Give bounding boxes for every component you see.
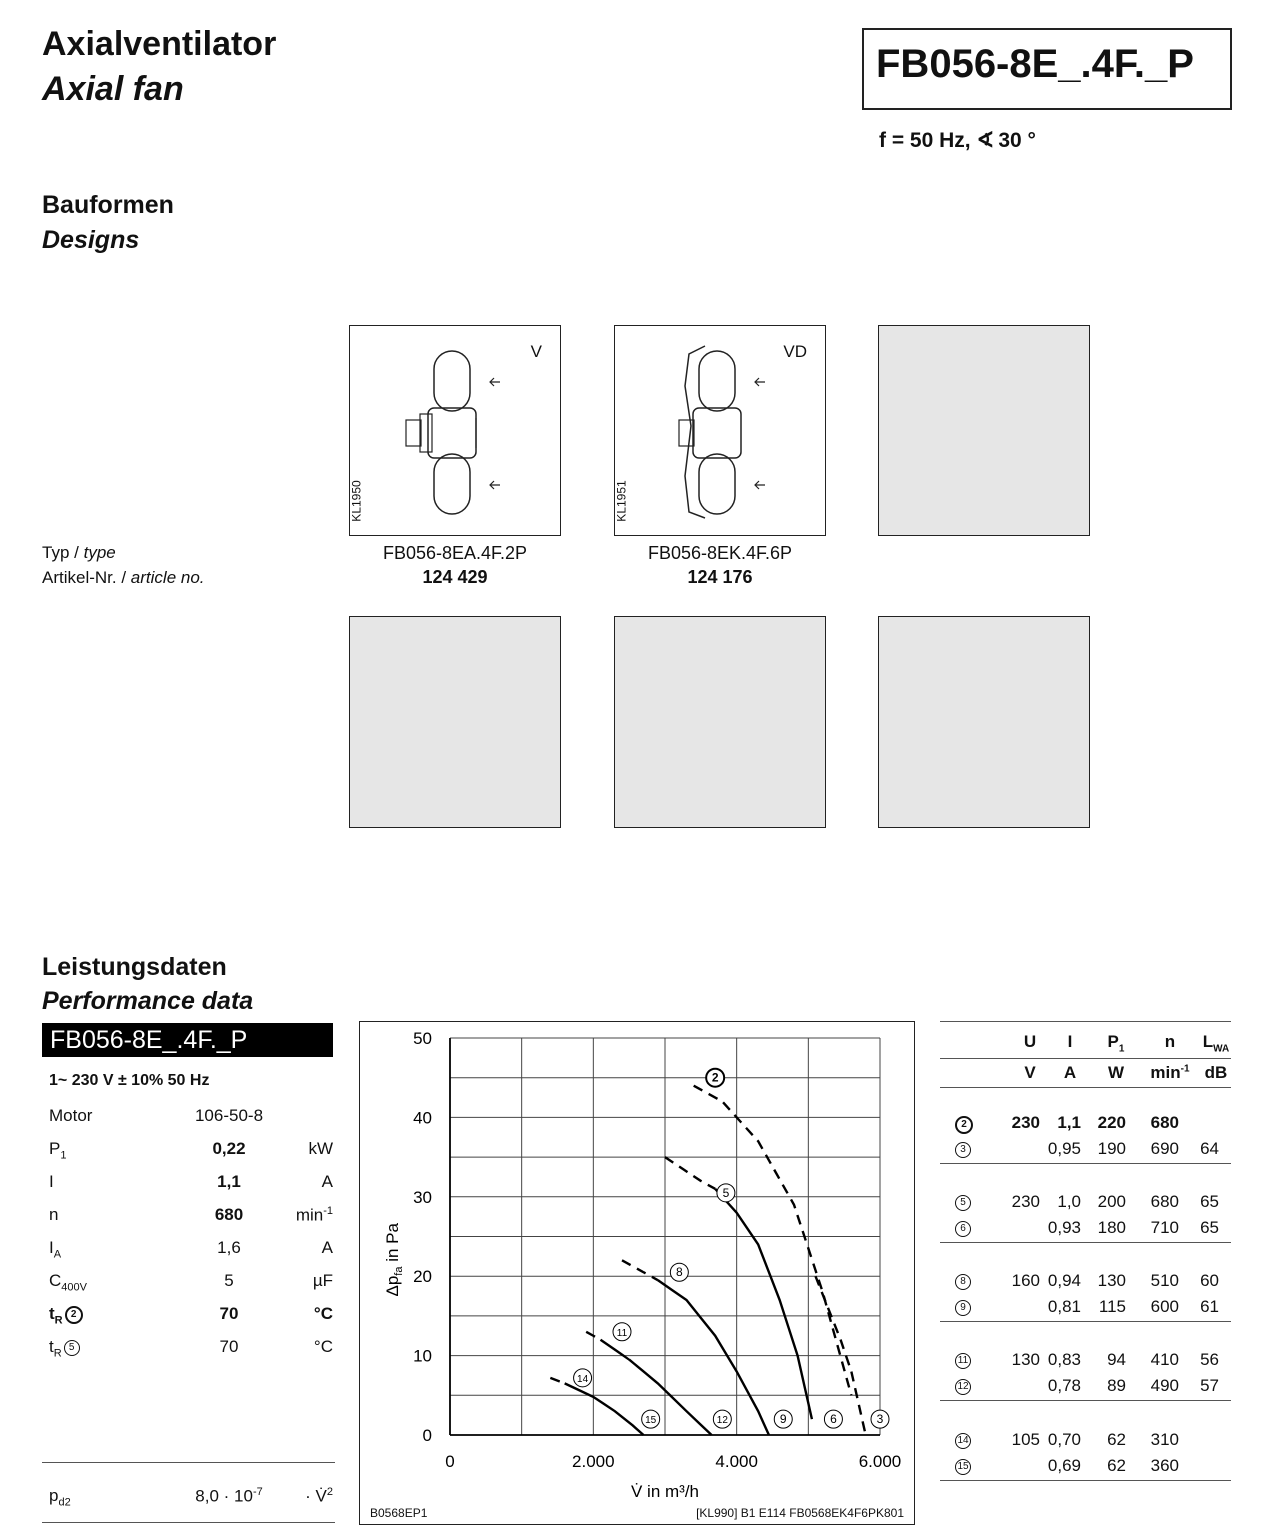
table-row (0, 1430, 1269, 1452)
table-row (0, 1271, 1269, 1293)
spec-row (49, 1238, 333, 1262)
table-cell: 0,94 (1047, 1271, 1081, 1290)
pd2-exponent: -7 (252, 1486, 263, 1498)
supply-line: 1~ 230 V ± 10% 50 Hz (49, 1072, 210, 1089)
table-cell: 130 (1097, 1271, 1126, 1290)
article-label-de: Artikel-Nr. / (42, 568, 127, 587)
design-v-drawing (349, 325, 561, 536)
table-row (0, 1456, 1269, 1478)
designs-heading-en: Designs (42, 226, 140, 254)
table-cell: 60 (1200, 1271, 1219, 1290)
table-cell: 0,70 (1047, 1430, 1081, 1449)
table-header-cell: U (1023, 1032, 1037, 1051)
designs-heading-de: Bauformen (42, 191, 174, 219)
spec-value: 1,6 (217, 1238, 241, 1257)
divider (940, 1021, 1231, 1022)
table-cell: 0,83 (1047, 1350, 1081, 1369)
spec-label-sub: 400V (61, 1281, 87, 1294)
spec-value: 70 (219, 1337, 239, 1356)
table-units-row (0, 1063, 1269, 1085)
design-code: VD (783, 342, 807, 361)
table-header-cell: n (1164, 1032, 1176, 1051)
operating-point-marker: 11 (955, 1353, 971, 1369)
article-label (42, 568, 205, 588)
empty-design-slot (614, 616, 826, 828)
x-tick-label: 0 (445, 1452, 455, 1471)
pd2-value (179, 1486, 279, 1507)
spec-value: 1,1 (217, 1172, 241, 1191)
spec-unit: °C (313, 1304, 333, 1323)
table-header-cell: I (1067, 1032, 1073, 1051)
pd2-subscript: d2 (58, 1496, 71, 1509)
curve-label-text: 14 (577, 1373, 589, 1385)
divider (940, 1058, 1231, 1059)
curve-label (871, 1410, 889, 1428)
angle-icon: ∢ (976, 129, 995, 152)
operating-point-marker: 9 (955, 1300, 971, 1316)
curve-label-text: 3 (876, 1412, 884, 1427)
table-cell: 180 (1097, 1218, 1126, 1237)
y-tick-label: 10 (413, 1346, 432, 1366)
table-row (0, 1113, 1269, 1135)
table-cell: 61 (1200, 1297, 1219, 1316)
table-cell: 0,95 (1047, 1139, 1081, 1158)
table-cell: 310 (1150, 1430, 1179, 1449)
table-cell: 1,0 (1057, 1192, 1081, 1211)
operating-point-marker: 3 (955, 1142, 971, 1158)
spec-label: $t_R2$ (49, 1304, 83, 1326)
table-header-cell: $L_{WA}$ (1202, 1032, 1230, 1055)
empty-design-slot (878, 325, 1090, 536)
spec-label: Motor (49, 1106, 93, 1125)
table-header-cell: A (1063, 1063, 1077, 1082)
curve-label (824, 1410, 842, 1428)
table-cell: 230 (1011, 1192, 1040, 1211)
spec-label: $P_1$ (49, 1139, 67, 1162)
divider (940, 1087, 1231, 1088)
drawing-ref: KL1951 (614, 480, 629, 522)
table-cell: 680 (1150, 1192, 1179, 1211)
y-tick-label: 20 (413, 1267, 432, 1287)
table-cell: 0,81 (1047, 1297, 1081, 1316)
title-de: Axialventilator (42, 25, 277, 63)
x-tick-label: 2.000 (572, 1452, 615, 1471)
curve-label-text: 15 (645, 1415, 657, 1427)
performance-heading-en: Performance data (42, 987, 254, 1015)
table-cell: 0,78 (1047, 1376, 1081, 1395)
table-row (0, 1192, 1269, 1214)
table-cell: 410 (1150, 1350, 1179, 1369)
table-row (0, 1297, 1269, 1319)
circle-marker: 2 (65, 1306, 83, 1324)
model-title: FB056-8E_.4F._P (876, 42, 1194, 86)
operating-point-marker: 5 (955, 1195, 971, 1211)
y-tick-label: 30 (413, 1187, 432, 1207)
table-cell: 690 (1150, 1139, 1179, 1158)
fan-vd-icon (615, 326, 827, 537)
table-cell: 65 (1200, 1218, 1219, 1237)
table-row (0, 1139, 1269, 1161)
table-cell: 65 (1200, 1192, 1219, 1211)
pd2-unit-text: · V̇ (305, 1486, 327, 1506)
table-row (0, 1373, 1269, 1398)
table-header-sub: 1 (1118, 1043, 1125, 1055)
curve-label-text: 11 (616, 1327, 628, 1339)
divider (940, 1480, 1231, 1481)
y-axis-label-sub: fa (393, 1266, 405, 1276)
fan-v-icon (350, 326, 562, 537)
table-header-row (0, 1032, 1269, 1054)
spec-unit: A (321, 1172, 333, 1191)
type-label-en: type (83, 543, 116, 562)
spec-unit: A (321, 1238, 333, 1257)
table-cell: 220 (1097, 1113, 1126, 1132)
curve-label-text: 5 (722, 1185, 730, 1200)
frequency-line (879, 128, 1036, 153)
model-box (862, 28, 1232, 110)
design-type: FB056-8EK.4F.6P (647, 543, 793, 563)
pd2-row (49, 1486, 333, 1510)
table-header-cell: $P_1$ (1107, 1032, 1125, 1055)
table-header-sup: -1 (1180, 1063, 1190, 1075)
operating-point-marker: 15 (955, 1459, 971, 1475)
divider (42, 1522, 335, 1523)
table-cell: 510 (1150, 1271, 1179, 1290)
spec-value: 680 (214, 1205, 244, 1224)
table-header-cell: $\min^{-1}$ (1150, 1063, 1190, 1082)
table-cell: 0,69 (1047, 1456, 1081, 1475)
spec-value: 106-50-8 (194, 1106, 264, 1125)
table-cell: 680 (1150, 1113, 1179, 1132)
table-cell: 115 (1098, 1297, 1126, 1316)
table-cell: 94 (1107, 1350, 1126, 1369)
table-cell: 1,1 (1057, 1113, 1081, 1132)
table-cell: 56 (1200, 1350, 1219, 1369)
table-cell: 200 (1097, 1192, 1126, 1211)
design-type: FB056-8EA.4F.2P (382, 543, 528, 563)
y-tick-label: 40 (413, 1108, 432, 1128)
pd2-mantissa: 8,0 · 10 (195, 1486, 253, 1506)
curve-5 (665, 1157, 715, 1189)
table-header-sub: WA (1213, 1043, 1230, 1055)
y-axis-label-main: Δp (383, 1275, 402, 1297)
table-cell: 105 (1011, 1430, 1040, 1449)
type-label-de: Typ / (42, 543, 79, 562)
spec-label: n (49, 1205, 59, 1224)
table-cell: 600 (1150, 1297, 1179, 1316)
empty-design-slot (349, 616, 561, 828)
operating-point-marker: 2 (955, 1116, 973, 1134)
table-header-cell: V (1024, 1063, 1036, 1082)
title-en: Axial fan (42, 70, 184, 108)
x-axis-label: V̇ in m³/h (630, 1482, 700, 1501)
model-banner: FB056-8E_.4F._P (42, 1023, 333, 1057)
curve-label (613, 1323, 631, 1341)
pd2-unit-exponent: 2 (326, 1486, 333, 1498)
curve-label-text: 8 (675, 1265, 683, 1280)
table-cell: 89 (1107, 1376, 1126, 1395)
divider (940, 1400, 1231, 1401)
spec-label-sub: A (53, 1248, 62, 1261)
curve-label-text: 12 (716, 1415, 728, 1427)
divider (940, 1242, 1231, 1243)
spec-label-sub: R (54, 1314, 63, 1327)
table-cell: 57 (1200, 1376, 1219, 1395)
table-header-cell: W (1107, 1063, 1125, 1082)
article-label-en: article no. (130, 568, 205, 587)
operating-point-marker: 8 (955, 1274, 971, 1290)
curve-label (774, 1410, 792, 1428)
divider (940, 1321, 1231, 1322)
table-cell: 160 (1011, 1271, 1040, 1290)
curve-label-text: 6 (830, 1412, 837, 1427)
spec-label: I (49, 1172, 54, 1191)
pd2-unit (305, 1486, 333, 1507)
spec-unit: kW (308, 1139, 333, 1158)
curve-label (713, 1410, 731, 1428)
circle-marker: 5 (64, 1340, 80, 1356)
operating-point-marker: 12 (955, 1379, 971, 1395)
table-cell: 130 (1011, 1350, 1040, 1369)
pd2-symbol: p (49, 1486, 59, 1505)
curve-label (642, 1410, 660, 1428)
spec-label-sub: 1 (60, 1149, 67, 1162)
spec-unit: µF (312, 1271, 333, 1290)
spec-unit: °C (313, 1337, 333, 1356)
empty-design-slot (878, 616, 1090, 828)
table-cell: 64 (1200, 1139, 1219, 1158)
type-label (42, 543, 116, 563)
frequency-text: f = 50 Hz, (879, 129, 971, 152)
drawing-ref: KL1950 (349, 480, 364, 522)
table-cell: 230 (1011, 1113, 1040, 1132)
spec-label: $C_{400V}$ (49, 1271, 87, 1294)
design-code: V (530, 342, 542, 361)
curve-label-text: 9 (779, 1412, 787, 1427)
table-cell: 190 (1097, 1139, 1126, 1158)
design-article: 124 429 (422, 567, 488, 587)
curve-label-text: 2 (711, 1070, 719, 1085)
chart-ref-left: B0568EP1 (370, 1506, 428, 1520)
design-vd-drawing (614, 325, 826, 536)
operating-point-marker: 6 (955, 1221, 971, 1237)
table-cell: 0,93 (1047, 1218, 1081, 1237)
operating-point-marker: 14 (955, 1433, 971, 1449)
spec-unit-sup: -1 (323, 1205, 333, 1217)
spec-value: 5 (224, 1271, 234, 1290)
table-cell: 490 (1150, 1376, 1179, 1395)
performance-heading-de: Leistungsdaten (42, 953, 227, 981)
x-tick-label: 6.000 (858, 1452, 902, 1471)
design-article: 124 176 (687, 567, 753, 587)
pd2-label (49, 1486, 71, 1508)
table-cell: 710 (1150, 1218, 1179, 1237)
x-tick-label: 4.000 (715, 1452, 758, 1471)
spec-value: 70 (219, 1304, 239, 1323)
table-cell: 62 (1107, 1456, 1126, 1475)
table-cell: 62 (1107, 1430, 1126, 1449)
table-row (0, 1350, 1269, 1372)
y-axis-label-unit: in Pa (383, 1223, 402, 1267)
table-row (0, 1218, 1269, 1240)
spec-label: $I_A$ (49, 1238, 62, 1261)
angle-text: 30 ° (998, 129, 1036, 152)
table-cell: 360 (1150, 1456, 1179, 1475)
table-header-cell: dB (1204, 1063, 1228, 1082)
divider (940, 1163, 1231, 1164)
spec-label-sub: R (53, 1347, 62, 1360)
spec-unit: $\min^{-1}$ (295, 1205, 333, 1225)
chart-ref-right: [KL990] B1 E114 FB0568EK4F6PK801 (696, 1506, 904, 1520)
y-tick-label: 50 (413, 1029, 432, 1048)
spec-value: 0,22 (212, 1139, 246, 1158)
y-tick-label: 0 (422, 1426, 432, 1445)
spec-label: $t_R5$ (49, 1337, 80, 1359)
